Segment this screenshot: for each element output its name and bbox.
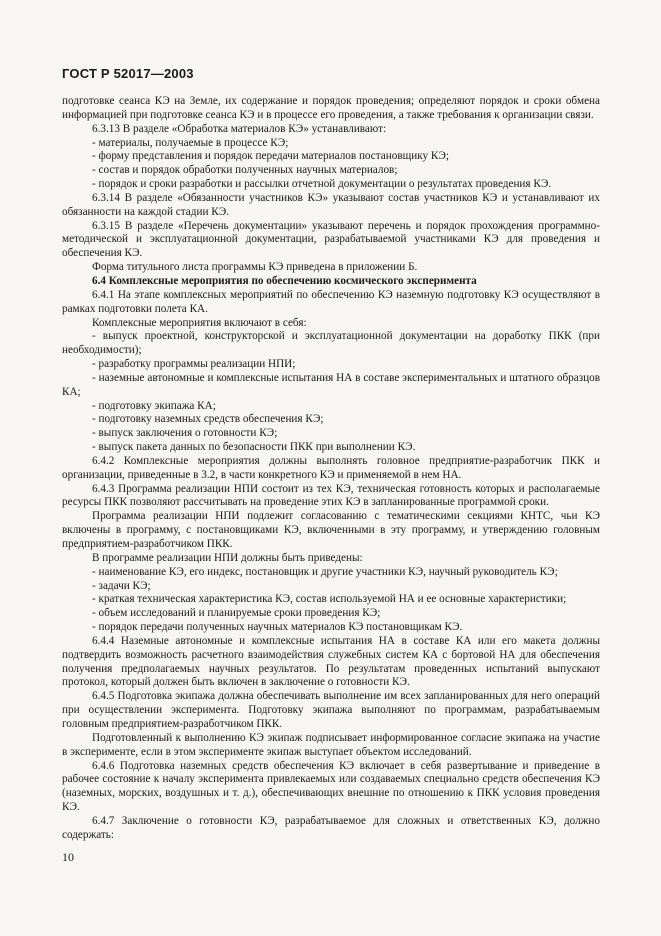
paragraph: - наземные автономные и комплексные испытания НА в составе экспериментальных и штатного образцов КА; (62, 371, 600, 398)
paragraph: - порядок передачи полученных научных материалов КЭ постановщикам КЭ. (92, 621, 463, 634)
paragraph: - выпуск заключения о готовности КЭ; (92, 427, 278, 440)
paragraph: - состав и порядок обработки полученных научных материалов; (92, 164, 398, 177)
paragraph: - подготовку наземных средств обеспечения КЭ; (92, 413, 324, 426)
paragraph: 6.4.6 Подготовка наземных средств обеспечения КЭ включает в себя развертывание и приведение в рабочее состояние к началу эксперимента привлекаемых или создаваемых специально средств обеспечения КЭ (наземных, морских, воздушных и т. д.), обеспечивающих внешние по отношению к ПКК условия проведения КЭ. (62, 759, 600, 814)
paragraph: - материалы, получаемые в процессе КЭ; (92, 136, 289, 149)
section-heading: 6.4 Комплексные мероприятия по обеспечению космического эксперимента (92, 274, 477, 287)
paragraph: - выпуск проектной, конструкторской и эксплуатационной документации на доработку ПКК (при необходимости); (62, 330, 600, 357)
paragraph: Программа реализации НПИ подлежит согласованию с тематическими секциями КНТС, чьи КЭ включены в программу, с постановщиками КЭ, включенными в эту программу, и утверждению головным предприятием-разработчиком ПКК. (62, 510, 600, 550)
paragraph: 6.3.14 В разделе «Обязанности участников КЭ» указывают состав участников КЭ и устанавливают их обязанности на каждой стадии КЭ. (62, 191, 600, 218)
paragraph: - подготовку экипажа КА; (92, 399, 216, 412)
paragraph: 6.4.7 Заключение о готовности КЭ, разрабатываемое для сложных и ответственных КЭ, должно содержать: (62, 814, 600, 841)
paragraph: Форма титульного листа программы КЭ приведена в приложении Б. (92, 261, 418, 274)
page-number: 10 (62, 850, 74, 864)
paragraph: 6.4.5 Подготовка экипажа должна обеспечивать выполнение им всех запланированных для него операций при осуществлении эксперимента. Подготовку экипажа выполняют по программам, разрабатываемым головным предприятием-разработчиком ПКК. (62, 690, 600, 730)
paragraph: - форму представления и порядок передачи материалов постановщику КЭ; (92, 150, 449, 163)
paragraph: - объем исследований и планируемые сроки проведения КЭ; (92, 607, 381, 620)
paragraph: Комплексные мероприятия включают в себя: (92, 316, 307, 329)
paragraph: - наименование КЭ, его индекс, постановщик и другие участники КЭ, научный руководитель КЭ; (92, 565, 558, 578)
paragraph: 6.3.13 В разделе «Обработка материалов КЭ» устанавливают: (92, 122, 387, 135)
paragraph: - порядок и сроки разработки и рассылки отчетной документации о результатах проведения КЭ. (92, 178, 552, 191)
paragraph: 6.3.15 В разделе «Перечень документации» указывают перечень и порядок прохождения программно-методической и эксплуатационной документации, разрабатываемой участниками КЭ для проведения и обеспечения КЭ. (62, 219, 600, 260)
paragraph: подготовке сеанса КЭ на Земле, их содержание и порядок проведения; определяют порядок и сроки обмена информацией при подготовке сеанса КЭ и в процессе его проведения, а также требования к организации связи. (62, 95, 600, 121)
paragraph: 6.4.4 Наземные автономные и комплексные испытания НА в составе КА или его макета должны подтвердить возможность расчетного взаимодействия служебных систем КА с бортовой НА для обеспечения получения предполагаемых научных результатов. По результатам проведенных испытаний выпускают протокол, который должен быть включен в заключение о готовности КЭ. (62, 634, 600, 689)
paragraph: 6.4.3 Программа реализации НПИ состоит из тех КЭ, техническая готовность которых и располагаемые ресурсы ПКК позволяют рассчитывать на проведение этих КЭ в запланированные программой сроки. (62, 482, 600, 509)
paragraph: - задачи КЭ; (92, 579, 151, 592)
paragraph: Подготовленный к выполнению КЭ экипаж подписывает информированное согласие экипажа на участие в эксперименте, если в этом эксперименте экипаж выступает объектом исследований. (62, 731, 600, 758)
document-body (62, 95, 600, 843)
paragraph: - краткая техническая характеристика КЭ, состав используемой НА и ее основные характеристики; (92, 593, 567, 606)
paragraph: 6.4.1 На этапе комплексных мероприятий по обеспечению КЭ наземную подготовку КЭ осуществляют в рамках подготовки полета КА. (62, 288, 600, 315)
paragraph: - выпуск пакета данных по безопасности ПКК при выполнении КЭ. (92, 441, 416, 454)
paragraph: 6.4.2 Комплексные мероприятия должны выполнять головное предприятие-разработчик ПКК и организации, приведенные в 3.2, в части конкретного КЭ и применяемой в нем НА. (62, 454, 600, 481)
paragraph: - разработку программы реализации НПИ; (92, 358, 296, 371)
paragraph: В программе реализации НПИ должны быть приведены: (92, 551, 363, 564)
document-header: ГОСТ Р 52017—2003 (62, 66, 194, 81)
